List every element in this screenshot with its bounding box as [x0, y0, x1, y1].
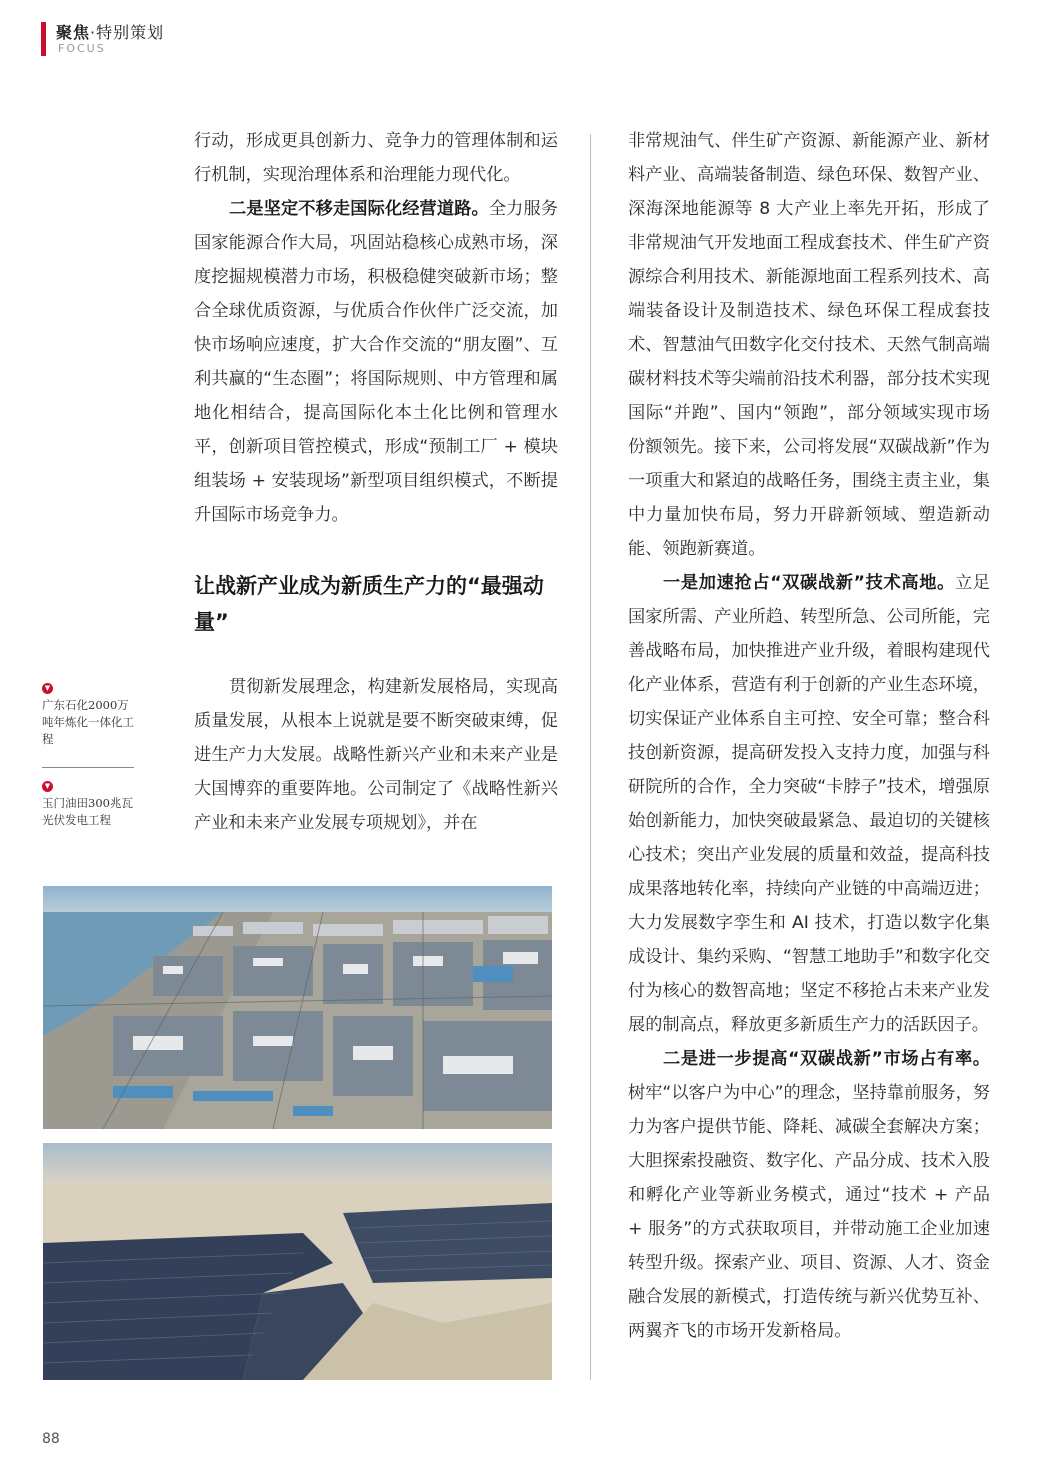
header-section: 聚焦 — [56, 23, 91, 42]
header-english: FOCUS — [58, 42, 106, 55]
page-number: 88 — [42, 1431, 60, 1447]
section-title: 让战新产业成为新质生产力的“最强动量” — [194, 574, 544, 634]
caption-2-text: 玉门油田300兆瓦光伏发电工程 — [42, 796, 133, 827]
header-title — [56, 20, 164, 43]
header-separator: · — [90, 23, 97, 42]
caption-divider — [42, 767, 134, 768]
right-paragraph-3 — [628, 1042, 990, 1348]
right-paragraph-2-lead: 一是加速抢占“双碳战新”技术高地。 — [663, 573, 955, 593]
left-paragraph-2-text: 全力服务国家能源合作大局，巩固站稳核心成熟市场，深度挖掘规模潜力市场，积极稳健突破新市场；整合全球优质资源，与优质合作伙伴广泛交流，加快市场响应速度，扩大合作交流的“朋友圈”、互利共赢的“生态圈”；将国际规则、中方管理和属地化相结合，提高国际化本土化比例和管理水平，创新项目管控模式，形成“预制工厂 + 模块组装场 + 安装现场”新型项目组织模式，不断提升国际市场竞争力。 — [194, 199, 558, 525]
solar-farm-aerial-photo — [43, 1143, 552, 1380]
down-arrow-icon: ▼ — [42, 683, 53, 694]
column-divider — [590, 134, 591, 1380]
right-paragraph-3-lead: 二是进一步提高“双碳战新”市场占有率。 — [663, 1049, 990, 1069]
right-column — [628, 124, 990, 1348]
left-paragraph-2 — [194, 192, 558, 532]
header-subsection: 特别策划 — [96, 23, 165, 42]
refinery-aerial-photo — [43, 886, 552, 1129]
photo-caption-2 — [42, 781, 138, 829]
left-paragraph-1: 行动，形成更具创新力、竞争力的管理体制和运行机制，实现治理体系和治理能力现代化。 — [194, 131, 558, 185]
left-column-top — [194, 124, 558, 532]
left-paragraph-2-lead: 二是坚定不移走国际化经营道路。 — [229, 199, 489, 219]
right-paragraph-3-text: 树牢“以客户为中心”的理念，坚持靠前服务，努力为客户提供节能、降耗、减碳全套解决方案；大胆探索投融资、数字化、产品分成、技术入股和孵化产业等新业务模式，通过“技术 + 产品 + 服务”的方式获取项目，并带动施工企业加速转型升级。探索产业、项目、资源、人才、资金融合发展的新模式，打造传统与新兴优势互补、两翼齐飞的市场开发新格局。 — [628, 1083, 990, 1341]
photo-caption-1 — [42, 683, 138, 748]
right-paragraph-2-text: 立足国家所需、产业所趋、转型所急、公司所能，完善战略布局，加快推进产业升级，着眼构建现代化产业体系，营造有利于创新的产业生态环境，切实保证产业体系自主可控、安全可靠；整合科技创新资源，提高研发投入支持力度，加强与科研院所的合作，全力突破“卡脖子”技术，增强原始创新能力，加快突破最紧急、最迫切的关键核心技术；突出产业发展的质量和效益，提高科技成果落地转化率，持续向产业链的中高端迈进；大力发展数字孪生和 AI 技术，打造以数字化集成设计、集约采购、“智慧工地助手”和数字化交付为核心的数智高地；坚定不移抢占未来产业发展的制高点，释放更多新质生产力的活跃因子。 — [628, 573, 990, 1035]
down-arrow-icon: ▼ — [42, 781, 53, 792]
right-paragraph-2 — [628, 566, 990, 1042]
left-column-bottom — [194, 670, 558, 840]
header-accent-bar — [41, 22, 46, 56]
right-paragraph-1: 非常规油气、伴生矿产资源、新能源产业、新材料产业、高端装备制造、绿色环保、数智产业、深海深地能源等 8 大产业上率先开拓，形成了非常规油气开发地面工程成套技术、伴生矿产资源综合利用技术、新能源地面工程系列技术、高端装备设计及制造技术、绿色环保工程成套技术、智慧油气田数字化交付技术、天然气制高端碳材料技术等尖端前沿技术利器，部分技术实现国际“并跑”、国内“领跑”，部分领域实现市场份额领先。接下来，公司将发展“双碳战新”作为一项重大和紧迫的战略任务，围绕主责主业，集中力量加快布局，努力开辟新领域、塑造新动能、领跑新赛道。 — [628, 131, 990, 559]
left-paragraph-3: 贯彻新发展理念，构建新发展格局，实现高质量发展，从根本上说就是要不断突破束缚，促进生产力大发展。战略性新兴产业和未来产业是大国博弈的重要阵地。公司制定了《战略性新兴产业和未来产业发展专项规划》，并在 — [194, 677, 558, 833]
caption-1-text: 广东石化2000万吨年炼化一体化工程 — [42, 698, 134, 746]
